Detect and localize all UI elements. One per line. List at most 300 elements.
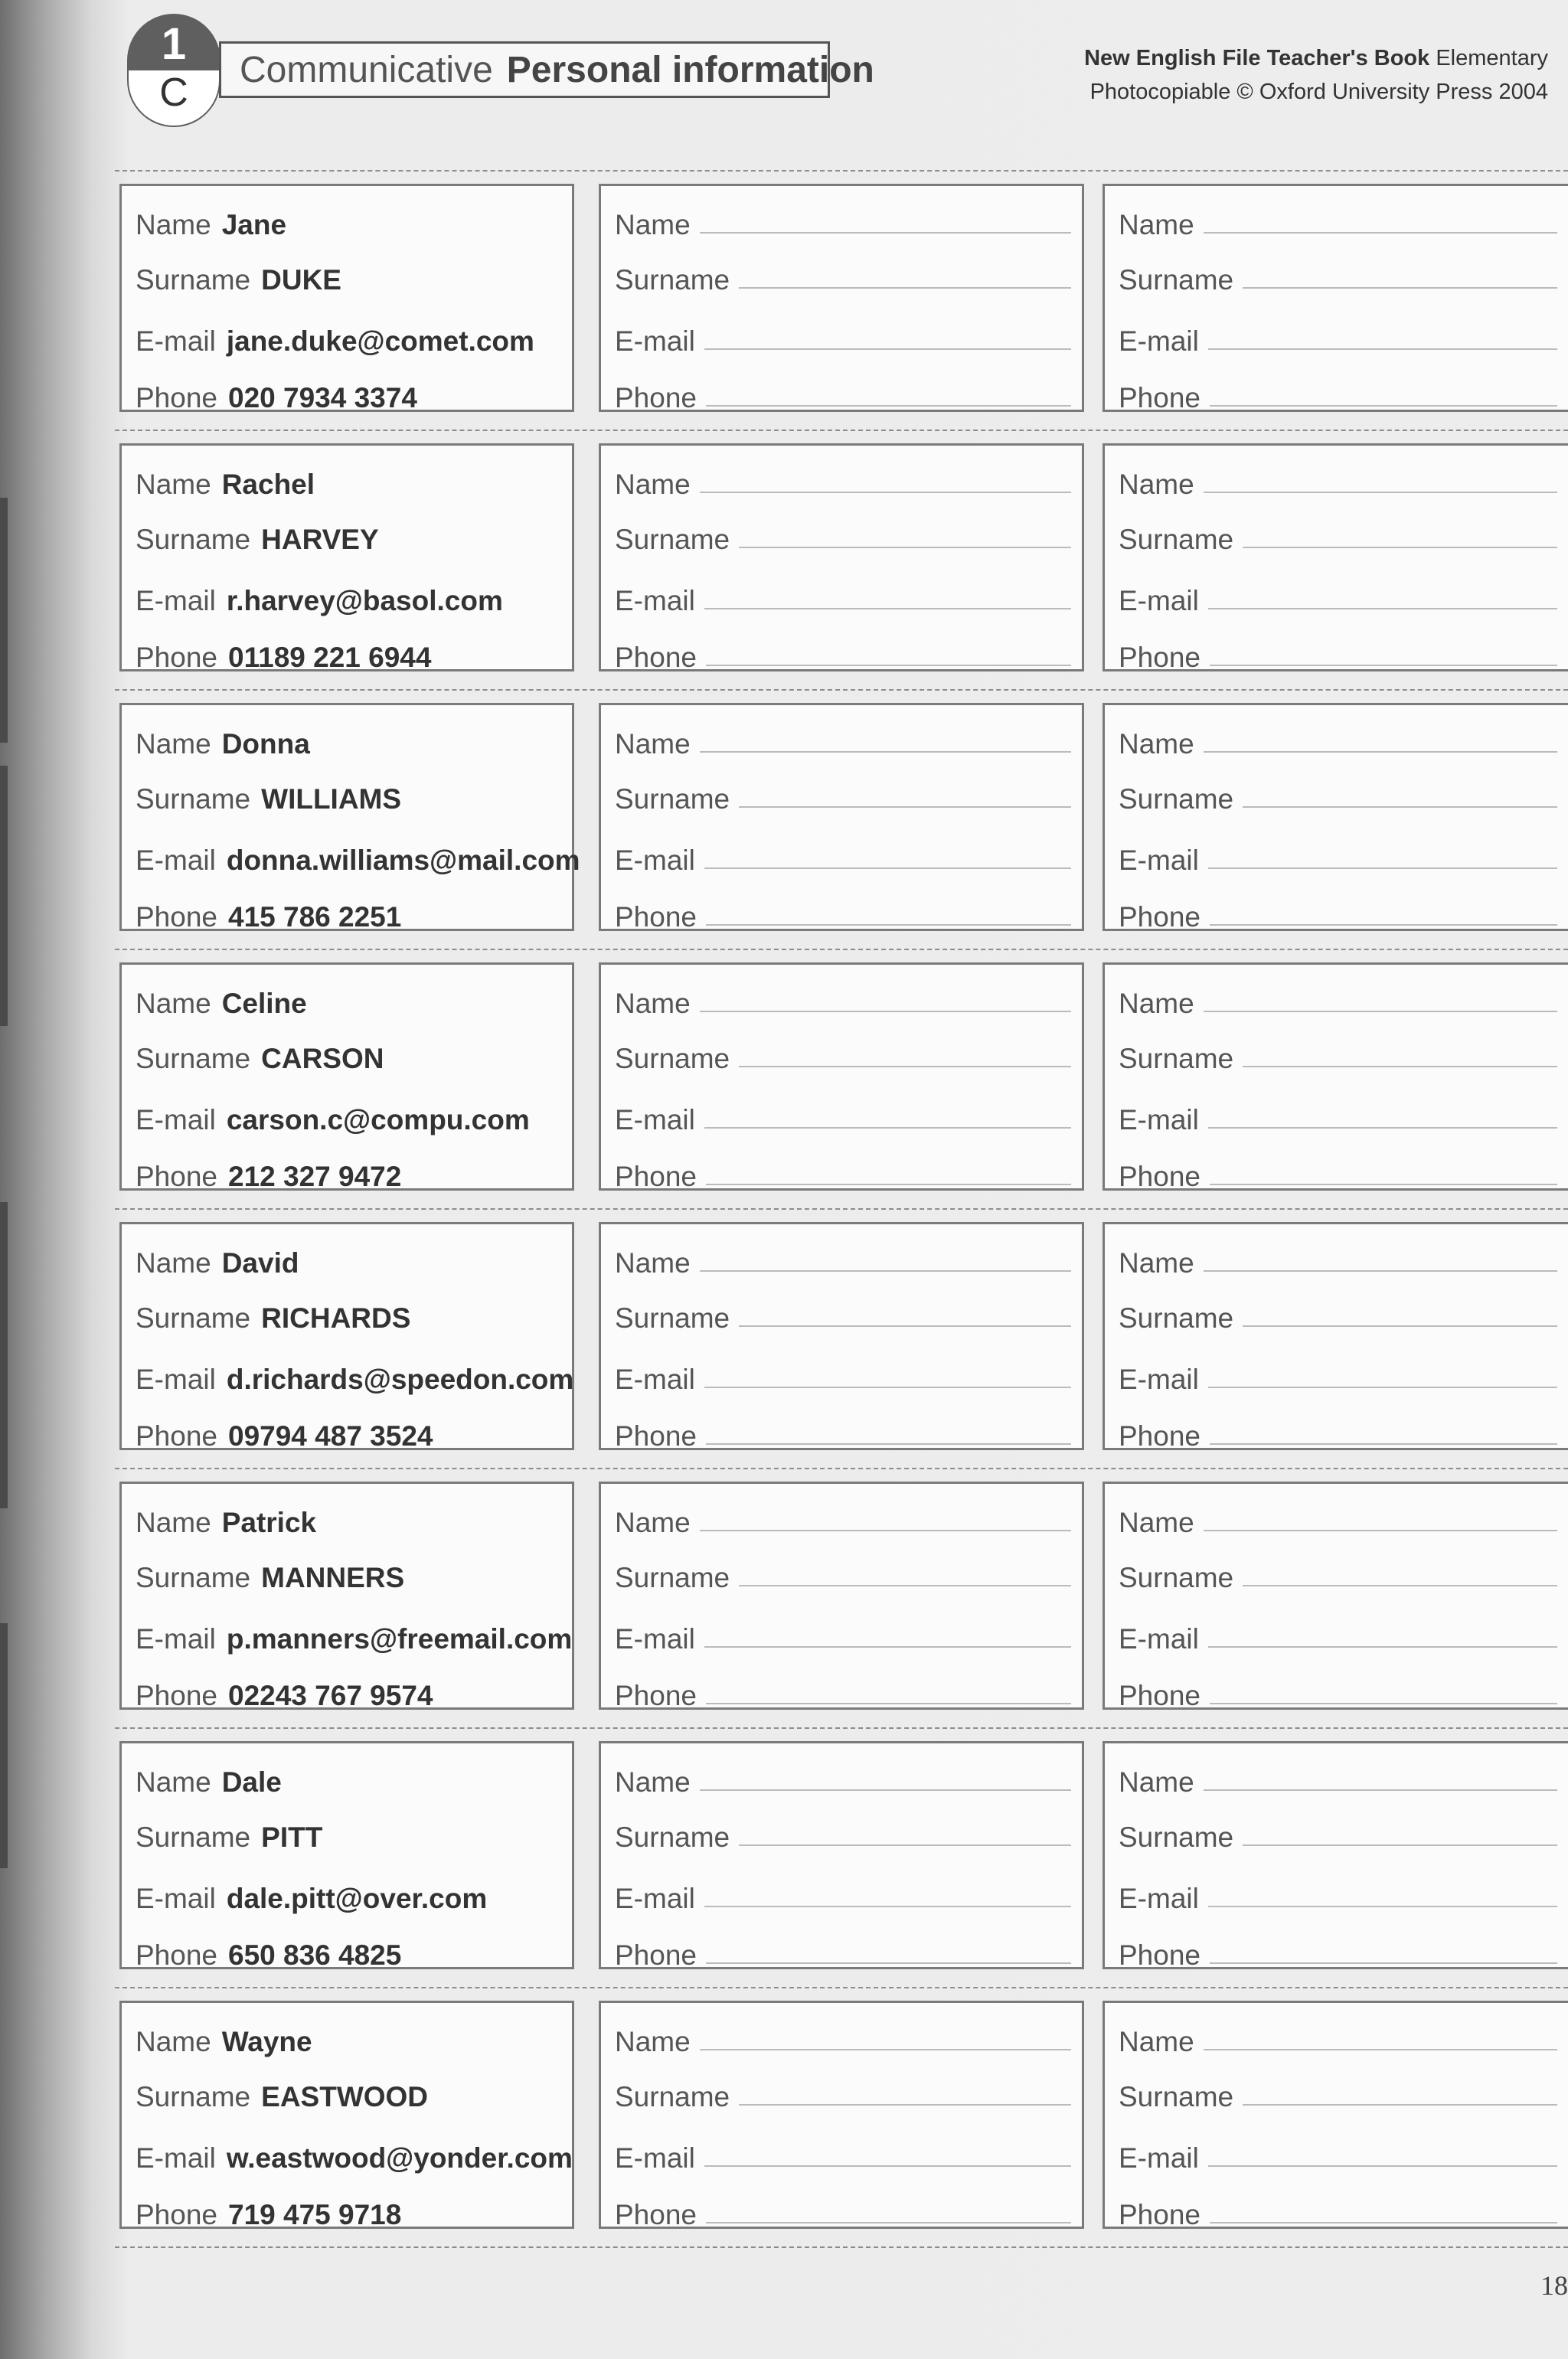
surname-label: Surname: [136, 1302, 251, 1334]
phone-write-line[interactable]: [706, 1962, 1071, 1964]
name-value: Celine: [221, 988, 307, 1019]
surname-row: [136, 250, 561, 296]
name-row: [615, 455, 1071, 501]
email-value: p.manners@freemail.com: [226, 1623, 573, 1655]
name-value: Rachel: [221, 469, 315, 500]
surname-label: Surname: [136, 524, 251, 555]
name-write-line[interactable]: [700, 1530, 1071, 1531]
email-row: [1119, 312, 1557, 358]
phone-row: [615, 1926, 1071, 1972]
filled-card: [119, 2001, 574, 2229]
surname-write-line[interactable]: [1243, 547, 1557, 548]
name-value: David: [221, 1247, 299, 1279]
name-label: Name: [136, 1507, 211, 1538]
name-row: [136, 1753, 561, 1799]
surname-write-line[interactable]: [739, 547, 1071, 548]
phone-label: Phone: [136, 382, 217, 413]
phone-value: 415 786 2251: [228, 901, 402, 933]
phone-label: Phone: [136, 2199, 217, 2230]
name-value: Wayne: [221, 2026, 312, 2057]
name-write-line[interactable]: [700, 232, 1071, 234]
surname-row: [1119, 250, 1557, 296]
email-write-line[interactable]: [704, 1646, 1071, 1648]
phone-label: Phone: [136, 1420, 217, 1452]
phone-write-line[interactable]: [706, 1703, 1071, 1704]
phone-value: 09794 487 3524: [228, 1420, 433, 1452]
email-label: E-mail: [1119, 1104, 1199, 1135]
phone-row: [136, 1147, 561, 1193]
phone-label: Phone: [136, 1939, 217, 1971]
email-row: [615, 571, 1071, 617]
email-write-line[interactable]: [1208, 608, 1557, 609]
phone-write-line[interactable]: [1210, 1443, 1557, 1445]
surname-row: [136, 1548, 561, 1594]
email-row: [615, 312, 1071, 358]
email-label: E-mail: [615, 2142, 695, 2174]
phone-row: [615, 887, 1071, 933]
phone-row: [136, 2185, 561, 2231]
email-label: E-mail: [136, 1883, 216, 1914]
surname-label: Surname: [136, 1822, 251, 1853]
email-write-line[interactable]: [704, 1387, 1071, 1388]
surname-label: Surname: [615, 1302, 730, 1334]
name-label: Name: [615, 2026, 691, 2057]
surname-label: Surname: [1119, 1822, 1234, 1853]
phone-write-line[interactable]: [1210, 924, 1557, 926]
surname-write-line[interactable]: [1243, 1325, 1557, 1327]
name-row: [615, 1493, 1071, 1539]
email-row: [615, 1609, 1071, 1655]
email-value: d.richards@speedon.com: [226, 1364, 574, 1395]
phone-label: Phone: [615, 1420, 697, 1452]
surname-write-line[interactable]: [1243, 287, 1557, 289]
name-label: Name: [1119, 1507, 1194, 1538]
name-label: Name: [136, 2026, 211, 2057]
phone-label: Phone: [136, 642, 217, 673]
name-row: [136, 1233, 561, 1279]
surname-value: HARVEY: [261, 524, 379, 555]
phone-value: 01189 221 6944: [228, 642, 432, 673]
email-label: E-mail: [1119, 1883, 1199, 1914]
surname-row: [136, 2067, 561, 2113]
email-row: [1119, 571, 1557, 617]
email-value: w.eastwood@yonder.com: [226, 2142, 573, 2174]
phone-row: [1119, 2185, 1557, 2231]
name-row: [615, 974, 1071, 1020]
email-row: [136, 1609, 573, 1655]
title-main: Personal information: [506, 49, 874, 90]
phone-row: [1119, 1407, 1557, 1452]
surname-row: [1119, 1808, 1557, 1854]
surname-row: [136, 1029, 561, 1075]
email-write-line[interactable]: [1208, 1906, 1557, 1907]
blank-card: [599, 1741, 1084, 1969]
name-label: Name: [615, 469, 691, 500]
phone-row: [136, 368, 561, 414]
name-label: Name: [615, 1507, 691, 1538]
phone-row: [136, 887, 561, 933]
name-label: Name: [615, 988, 691, 1019]
email-label: E-mail: [615, 1364, 695, 1395]
name-write-line[interactable]: [700, 2049, 1071, 2050]
phone-row: [615, 2185, 1071, 2231]
name-write-line[interactable]: [1204, 1011, 1557, 1012]
phone-row: [615, 1147, 1071, 1193]
email-row: [1119, 1609, 1557, 1655]
surname-row: [615, 769, 1071, 815]
book-level: Elementary: [1436, 46, 1548, 70]
binding-shadow: [0, 1202, 8, 1508]
name-row: [1119, 455, 1557, 501]
phone-label: Phone: [1119, 642, 1200, 673]
email-value: carson.c@compu.com: [226, 1104, 530, 1135]
email-row: [136, 571, 561, 617]
surname-label: Surname: [136, 264, 251, 296]
email-row: [136, 831, 580, 877]
email-row: [136, 1350, 574, 1396]
surname-value: PITT: [261, 1822, 323, 1853]
email-label: E-mail: [615, 1623, 695, 1655]
name-write-line[interactable]: [1204, 492, 1557, 493]
surname-row: [615, 510, 1071, 556]
email-label: E-mail: [1119, 1623, 1199, 1655]
name-label: Name: [615, 209, 691, 240]
email-row: [615, 1350, 1071, 1396]
surname-label: Surname: [1119, 2081, 1234, 2112]
phone-label: Phone: [1119, 901, 1200, 933]
name-write-line[interactable]: [1204, 1530, 1557, 1531]
email-label: E-mail: [136, 1364, 216, 1395]
name-row: [136, 455, 561, 501]
phone-write-line[interactable]: [706, 665, 1071, 666]
surname-value: EASTWOOD: [261, 2081, 429, 2112]
surname-label: Surname: [615, 1822, 730, 1853]
phone-write-line[interactable]: [706, 1443, 1071, 1445]
email-row: [1119, 2129, 1557, 2174]
phone-write-line[interactable]: [1210, 405, 1557, 407]
name-label: Name: [136, 209, 211, 240]
phone-write-line[interactable]: [1210, 1184, 1557, 1185]
surname-row: [136, 510, 561, 556]
surname-label: Surname: [615, 524, 730, 555]
phone-label: Phone: [1119, 1161, 1200, 1192]
name-value: Jane: [221, 209, 287, 240]
name-write-line[interactable]: [700, 1270, 1071, 1272]
name-label: Name: [136, 988, 211, 1019]
email-write-line[interactable]: [1208, 867, 1557, 869]
email-row: [1119, 831, 1557, 877]
filled-card: [119, 962, 574, 1191]
filled-card: [119, 184, 574, 412]
email-row: [1119, 1869, 1557, 1915]
phone-row: [1119, 1147, 1557, 1193]
name-row: [1119, 714, 1557, 760]
surname-row: [615, 1808, 1071, 1854]
filled-card: [119, 703, 580, 933]
surname-row: [1119, 1548, 1557, 1594]
blank-card: [599, 962, 1084, 1191]
surname-write-line[interactable]: [1243, 1066, 1557, 1067]
surname-row: [1119, 510, 1557, 556]
surname-row: [1119, 1029, 1557, 1075]
phone-value: 719 475 9718: [228, 2199, 402, 2230]
email-write-line[interactable]: [704, 1127, 1071, 1129]
email-value: dale.pitt@over.com: [226, 1883, 488, 1914]
phone-label: Phone: [1119, 2199, 1200, 2230]
binding-shadow: [0, 766, 8, 1026]
name-label: Name: [136, 728, 211, 760]
name-row: [1119, 1493, 1557, 1539]
blank-card: [1102, 1741, 1568, 1969]
surname-row: [615, 250, 1071, 296]
name-row: [136, 195, 561, 241]
email-row: [136, 1869, 561, 1915]
phone-label: Phone: [1119, 1939, 1200, 1971]
blank-card: [599, 703, 1084, 931]
email-row: [136, 312, 561, 358]
name-label: Name: [1119, 1766, 1194, 1798]
blank-card: [1102, 2001, 1568, 2229]
email-label: E-mail: [136, 1104, 216, 1135]
email-write-line[interactable]: [1208, 348, 1557, 350]
email-label: E-mail: [136, 1623, 216, 1655]
blank-card: [1102, 184, 1568, 412]
name-write-line[interactable]: [1204, 232, 1557, 234]
surname-label: Surname: [1119, 783, 1234, 815]
surname-label: Surname: [1119, 1043, 1234, 1074]
surname-row: [1119, 1289, 1557, 1335]
name-row: [1119, 2012, 1557, 2058]
binding-shadow: [0, 1623, 8, 1868]
surname-row: [1119, 2067, 1557, 2113]
phone-row: [615, 1407, 1071, 1452]
surname-write-line[interactable]: [739, 806, 1071, 808]
blank-card: [1102, 443, 1568, 671]
email-label: E-mail: [1119, 2142, 1199, 2174]
name-write-line[interactable]: [1204, 751, 1557, 753]
phone-write-line[interactable]: [1210, 1703, 1557, 1704]
surname-row: [1119, 769, 1557, 815]
surname-write-line[interactable]: [739, 1066, 1071, 1067]
filled-card: [119, 443, 574, 671]
surname-label: Surname: [615, 1562, 730, 1593]
title-category: Communicative: [240, 49, 493, 90]
surname-write-line[interactable]: [1243, 806, 1557, 808]
name-label: Name: [615, 1247, 691, 1279]
phone-value: 02243 767 9574: [228, 1680, 433, 1711]
surname-write-line[interactable]: [1243, 2104, 1557, 2106]
phone-label: Phone: [615, 642, 697, 673]
email-row: [615, 1090, 1071, 1136]
email-label: E-mail: [136, 325, 216, 357]
blank-card: [599, 443, 1084, 671]
surname-label: Surname: [615, 264, 730, 296]
phone-row: [136, 1407, 561, 1452]
surname-row: [615, 1289, 1071, 1335]
page-title: [219, 41, 874, 98]
name-row: [615, 714, 1071, 760]
phone-write-line[interactable]: [706, 2222, 1071, 2223]
phone-label: Phone: [1119, 382, 1200, 413]
page-number: 18: [1540, 2270, 1568, 2301]
name-row: [136, 714, 561, 760]
phone-write-line[interactable]: [706, 1184, 1071, 1185]
phone-write-line[interactable]: [706, 405, 1071, 407]
name-row: [1119, 974, 1557, 1020]
name-write-line[interactable]: [700, 1789, 1071, 1791]
email-label: E-mail: [1119, 325, 1199, 357]
email-row: [615, 1869, 1071, 1915]
email-row: [136, 2129, 573, 2174]
blank-card: [1102, 962, 1568, 1191]
row-separator: [115, 170, 1568, 172]
surname-value: WILLIAMS: [261, 783, 402, 815]
name-row: [1119, 1233, 1557, 1279]
unit-letter: C: [127, 70, 220, 127]
email-label: E-mail: [615, 325, 695, 357]
name-row: [136, 2012, 561, 2058]
row-separator: [115, 1468, 1568, 1469]
phone-label: Phone: [136, 1161, 217, 1192]
phone-write-line[interactable]: [1210, 2222, 1557, 2223]
surname-label: Surname: [615, 783, 730, 815]
phone-label: Phone: [1119, 1680, 1200, 1711]
surname-label: Surname: [1119, 524, 1234, 555]
surname-write-line[interactable]: [739, 2104, 1071, 2106]
surname-label: Surname: [1119, 1562, 1234, 1593]
phone-label: Phone: [615, 1161, 697, 1192]
blank-card: [599, 184, 1084, 412]
name-value: Patrick: [221, 1507, 317, 1538]
name-write-line[interactable]: [1204, 1270, 1557, 1272]
name-label: Name: [1119, 1247, 1194, 1279]
phone-value: 020 7934 3374: [228, 382, 417, 413]
name-label: Name: [1119, 209, 1194, 240]
blank-card: [1102, 1482, 1568, 1710]
copyright-notice: Photocopiable © Oxford University Press 2004: [1089, 80, 1548, 104]
surname-value: CARSON: [261, 1043, 384, 1074]
surname-write-line[interactable]: [1243, 1844, 1557, 1846]
surname-label: Surname: [1119, 264, 1234, 296]
phone-label: Phone: [1119, 1420, 1200, 1452]
email-write-line[interactable]: [704, 608, 1071, 609]
name-label: Name: [615, 1766, 691, 1798]
blank-card: [599, 1482, 1084, 1710]
name-row: [1119, 1753, 1557, 1799]
email-label: E-mail: [136, 845, 216, 876]
book-title: New English File Teacher's Book: [1084, 46, 1430, 70]
email-write-line[interactable]: [704, 348, 1071, 350]
surname-write-line[interactable]: [739, 1585, 1071, 1586]
surname-write-line[interactable]: [739, 287, 1071, 289]
email-write-line[interactable]: [704, 2165, 1071, 2167]
surname-label: Surname: [1119, 1302, 1234, 1334]
surname-row: [615, 1548, 1071, 1594]
unit-badge: [127, 14, 220, 127]
name-write-line[interactable]: [700, 1011, 1071, 1012]
email-row: [136, 1090, 561, 1136]
phone-row: [136, 1926, 561, 1972]
email-write-line[interactable]: [1208, 1646, 1557, 1648]
email-label: E-mail: [1119, 1364, 1199, 1395]
phone-row: [1119, 1926, 1557, 1972]
phone-write-line[interactable]: [1210, 1962, 1557, 1964]
email-label: E-mail: [1119, 845, 1199, 876]
binding-shadow: [0, 498, 8, 743]
email-value: jane.duke@comet.com: [226, 325, 534, 357]
email-write-line[interactable]: [704, 1906, 1071, 1907]
phone-row: [1119, 887, 1557, 933]
name-label: Name: [1119, 728, 1194, 760]
name-write-line[interactable]: [1204, 2049, 1557, 2050]
surname-label: Surname: [136, 1562, 251, 1593]
name-row: [136, 974, 561, 1020]
phone-write-line[interactable]: [1210, 665, 1557, 666]
phone-label: Phone: [615, 1939, 697, 1971]
phone-write-line[interactable]: [706, 924, 1071, 926]
row-separator: [115, 1727, 1568, 1729]
phone-row: [136, 628, 561, 674]
phone-row: [136, 1666, 561, 1712]
filled-card: [119, 1741, 574, 1969]
unit-number: 1: [127, 14, 220, 70]
phone-row: [1119, 628, 1557, 674]
email-label: E-mail: [615, 845, 695, 876]
book-info: [1084, 41, 1548, 109]
name-label: Name: [136, 1766, 211, 1798]
email-write-line[interactable]: [1208, 2165, 1557, 2167]
email-label: E-mail: [136, 585, 216, 616]
email-label: E-mail: [615, 1104, 695, 1135]
surname-write-line[interactable]: [1243, 1585, 1557, 1586]
surname-write-line[interactable]: [739, 1325, 1071, 1327]
phone-row: [1119, 1666, 1557, 1712]
filled-card: [119, 1222, 574, 1450]
surname-label: Surname: [615, 1043, 730, 1074]
surname-write-line[interactable]: [739, 1844, 1071, 1846]
row-separator: [115, 949, 1568, 950]
name-value: Dale: [221, 1766, 282, 1798]
surname-label: Surname: [136, 1043, 251, 1074]
name-label: Name: [136, 469, 211, 500]
name-write-line[interactable]: [700, 492, 1071, 493]
name-row: [136, 1493, 561, 1539]
phone-label: Phone: [615, 901, 697, 933]
email-label: E-mail: [615, 585, 695, 616]
row-separator: [115, 2246, 1568, 2248]
email-write-line[interactable]: [704, 867, 1071, 869]
blank-card: [599, 2001, 1084, 2229]
surname-value: DUKE: [261, 264, 341, 296]
surname-row: [136, 1808, 561, 1854]
surname-label: Surname: [136, 2081, 251, 2112]
email-label: E-mail: [1119, 585, 1199, 616]
name-write-line[interactable]: [1204, 1789, 1557, 1791]
name-value: Donna: [221, 728, 310, 760]
phone-label: Phone: [136, 901, 217, 933]
phone-label: Phone: [615, 382, 697, 413]
phone-label: Phone: [615, 1680, 697, 1711]
surname-row: [615, 2067, 1071, 2113]
email-write-line[interactable]: [1208, 1127, 1557, 1129]
email-write-line[interactable]: [1208, 1387, 1557, 1388]
blank-card: [1102, 1222, 1568, 1450]
phone-value: 212 327 9472: [228, 1161, 402, 1192]
surname-label: Surname: [136, 783, 251, 815]
email-value: donna.williams@mail.com: [226, 845, 580, 876]
email-row: [1119, 1350, 1557, 1396]
name-write-line[interactable]: [700, 751, 1071, 753]
